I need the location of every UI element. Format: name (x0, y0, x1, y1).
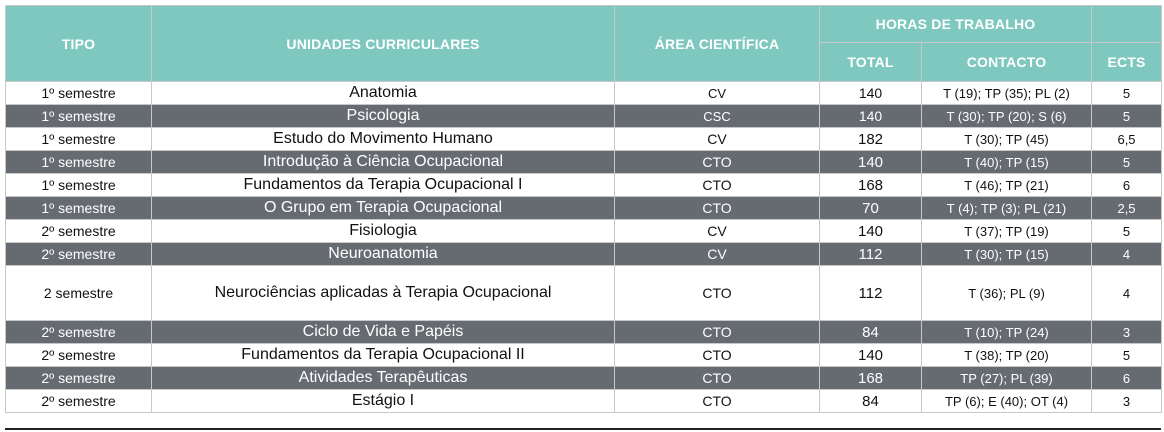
header-horas: HORAS DE TRABALHO (820, 6, 1092, 43)
header-ects: ECTS (1092, 43, 1162, 82)
cell-ects: 5 (1092, 344, 1162, 367)
header-tipo: TIPO (6, 6, 152, 82)
cell-tipo: 2º semestre (6, 367, 152, 390)
cell-tipo: 2 semestre (6, 266, 152, 321)
cell-area: CTO (615, 321, 820, 344)
cell-tipo: 1º semestre (6, 82, 152, 105)
cell-tipo: 2º semestre (6, 220, 152, 243)
cell-area: CV (615, 82, 820, 105)
cell-contacto: T (19); TP (35); PL (2) (922, 82, 1092, 105)
table-row (6, 151, 1162, 174)
cell-unidade: Fundamentos da Terapia Ocupacional II (152, 344, 615, 367)
cell-ects: 3 (1092, 390, 1162, 413)
cell-ects: 6,5 (1092, 128, 1162, 151)
bottom-rule (5, 428, 1161, 430)
cell-contacto: T (30); TP (20); S (6) (922, 105, 1092, 128)
table-row (6, 197, 1162, 220)
cell-unidade: Estágio I (152, 390, 615, 413)
cell-total: 112 (820, 243, 922, 266)
cell-unidade: Neurociências aplicadas à Terapia Ocupacional (152, 266, 615, 321)
cell-ects: 2,5 (1092, 197, 1162, 220)
cell-area: CV (615, 243, 820, 266)
table-row (6, 344, 1162, 367)
table-row (6, 367, 1162, 390)
table-header (6, 6, 1162, 82)
cell-unidade: Neuroanatomia (152, 243, 615, 266)
cell-unidade: Anatomia (152, 82, 615, 105)
curriculum-table (5, 5, 1162, 413)
cell-contacto: T (46); TP (21) (922, 174, 1092, 197)
cell-ects: 4 (1092, 243, 1162, 266)
cell-ects: 5 (1092, 151, 1162, 174)
table-body (6, 82, 1162, 413)
cell-area: CSC (615, 105, 820, 128)
cell-total: 168 (820, 367, 922, 390)
cell-unidade: Fundamentos da Terapia Ocupacional I (152, 174, 615, 197)
cell-area: CTO (615, 151, 820, 174)
table-row (6, 174, 1162, 197)
cell-unidade: Ciclo de Vida e Papéis (152, 321, 615, 344)
table-row (6, 82, 1162, 105)
cell-total: 70 (820, 197, 922, 220)
cell-unidade: Introdução à Ciência Ocupacional (152, 151, 615, 174)
cell-contacto: T (36); PL (9) (922, 266, 1092, 321)
cell-ects: 4 (1092, 266, 1162, 321)
cell-ects: 6 (1092, 174, 1162, 197)
cell-area: CTO (615, 266, 820, 321)
header-area: ÁREA CIENTÍFICA (615, 6, 820, 82)
cell-tipo: 2º semestre (6, 344, 152, 367)
cell-area: CTO (615, 390, 820, 413)
cell-contacto: T (38); TP (20) (922, 344, 1092, 367)
cell-tipo: 1º semestre (6, 151, 152, 174)
cell-total: 112 (820, 266, 922, 321)
cell-contacto: T (4); TP (3); PL (21) (922, 197, 1092, 220)
cell-area: CV (615, 220, 820, 243)
header-total: TOTAL (820, 43, 922, 82)
cell-contacto: TP (27); PL (39) (922, 367, 1092, 390)
cell-unidade: O Grupo em Terapia Ocupacional (152, 197, 615, 220)
cell-tipo: 2º semestre (6, 243, 152, 266)
table-row (6, 220, 1162, 243)
cell-contacto: TP (6); E (40); OT (4) (922, 390, 1092, 413)
cell-total: 182 (820, 128, 922, 151)
table-row (6, 390, 1162, 413)
table-row (6, 266, 1162, 321)
cell-total: 140 (820, 220, 922, 243)
cell-contacto: T (37); TP (19) (922, 220, 1092, 243)
cell-area: CTO (615, 174, 820, 197)
table-row (6, 243, 1162, 266)
cell-ects: 5 (1092, 82, 1162, 105)
cell-total: 168 (820, 174, 922, 197)
header-blank (1092, 6, 1162, 43)
cell-unidade: Psicologia (152, 105, 615, 128)
cell-tipo: 2º semestre (6, 390, 152, 413)
cell-ects: 5 (1092, 105, 1162, 128)
table-row (6, 128, 1162, 151)
cell-tipo: 1º semestre (6, 128, 152, 151)
cell-tipo: 1º semestre (6, 105, 152, 128)
cell-contacto: T (40); TP (15) (922, 151, 1092, 174)
cell-total: 84 (820, 321, 922, 344)
cell-ects: 6 (1092, 367, 1162, 390)
cell-tipo: 1º semestre (6, 174, 152, 197)
header-unidades: UNIDADES CURRICULARES (152, 6, 615, 82)
cell-tipo: 2º semestre (6, 321, 152, 344)
table-row (6, 105, 1162, 128)
header-contacto: CONTACTO (922, 43, 1092, 82)
cell-contacto: T (30); TP (45) (922, 128, 1092, 151)
cell-area: CTO (615, 344, 820, 367)
cell-area: CTO (615, 367, 820, 390)
cell-total: 140 (820, 82, 922, 105)
cell-unidade: Atividades Terapêuticas (152, 367, 615, 390)
cell-area: CTO (615, 197, 820, 220)
cell-contacto: T (10); TP (24) (922, 321, 1092, 344)
table-row (6, 321, 1162, 344)
cell-area: CV (615, 128, 820, 151)
cell-ects: 3 (1092, 321, 1162, 344)
cell-ects: 5 (1092, 220, 1162, 243)
cell-total: 140 (820, 344, 922, 367)
cell-tipo: 1º semestre (6, 197, 152, 220)
cell-total: 140 (820, 151, 922, 174)
cell-unidade: Estudo do Movimento Humano (152, 128, 615, 151)
cell-unidade: Fisiologia (152, 220, 615, 243)
cell-total: 140 (820, 105, 922, 128)
cell-contacto: T (30); TP (15) (922, 243, 1092, 266)
cell-total: 84 (820, 390, 922, 413)
